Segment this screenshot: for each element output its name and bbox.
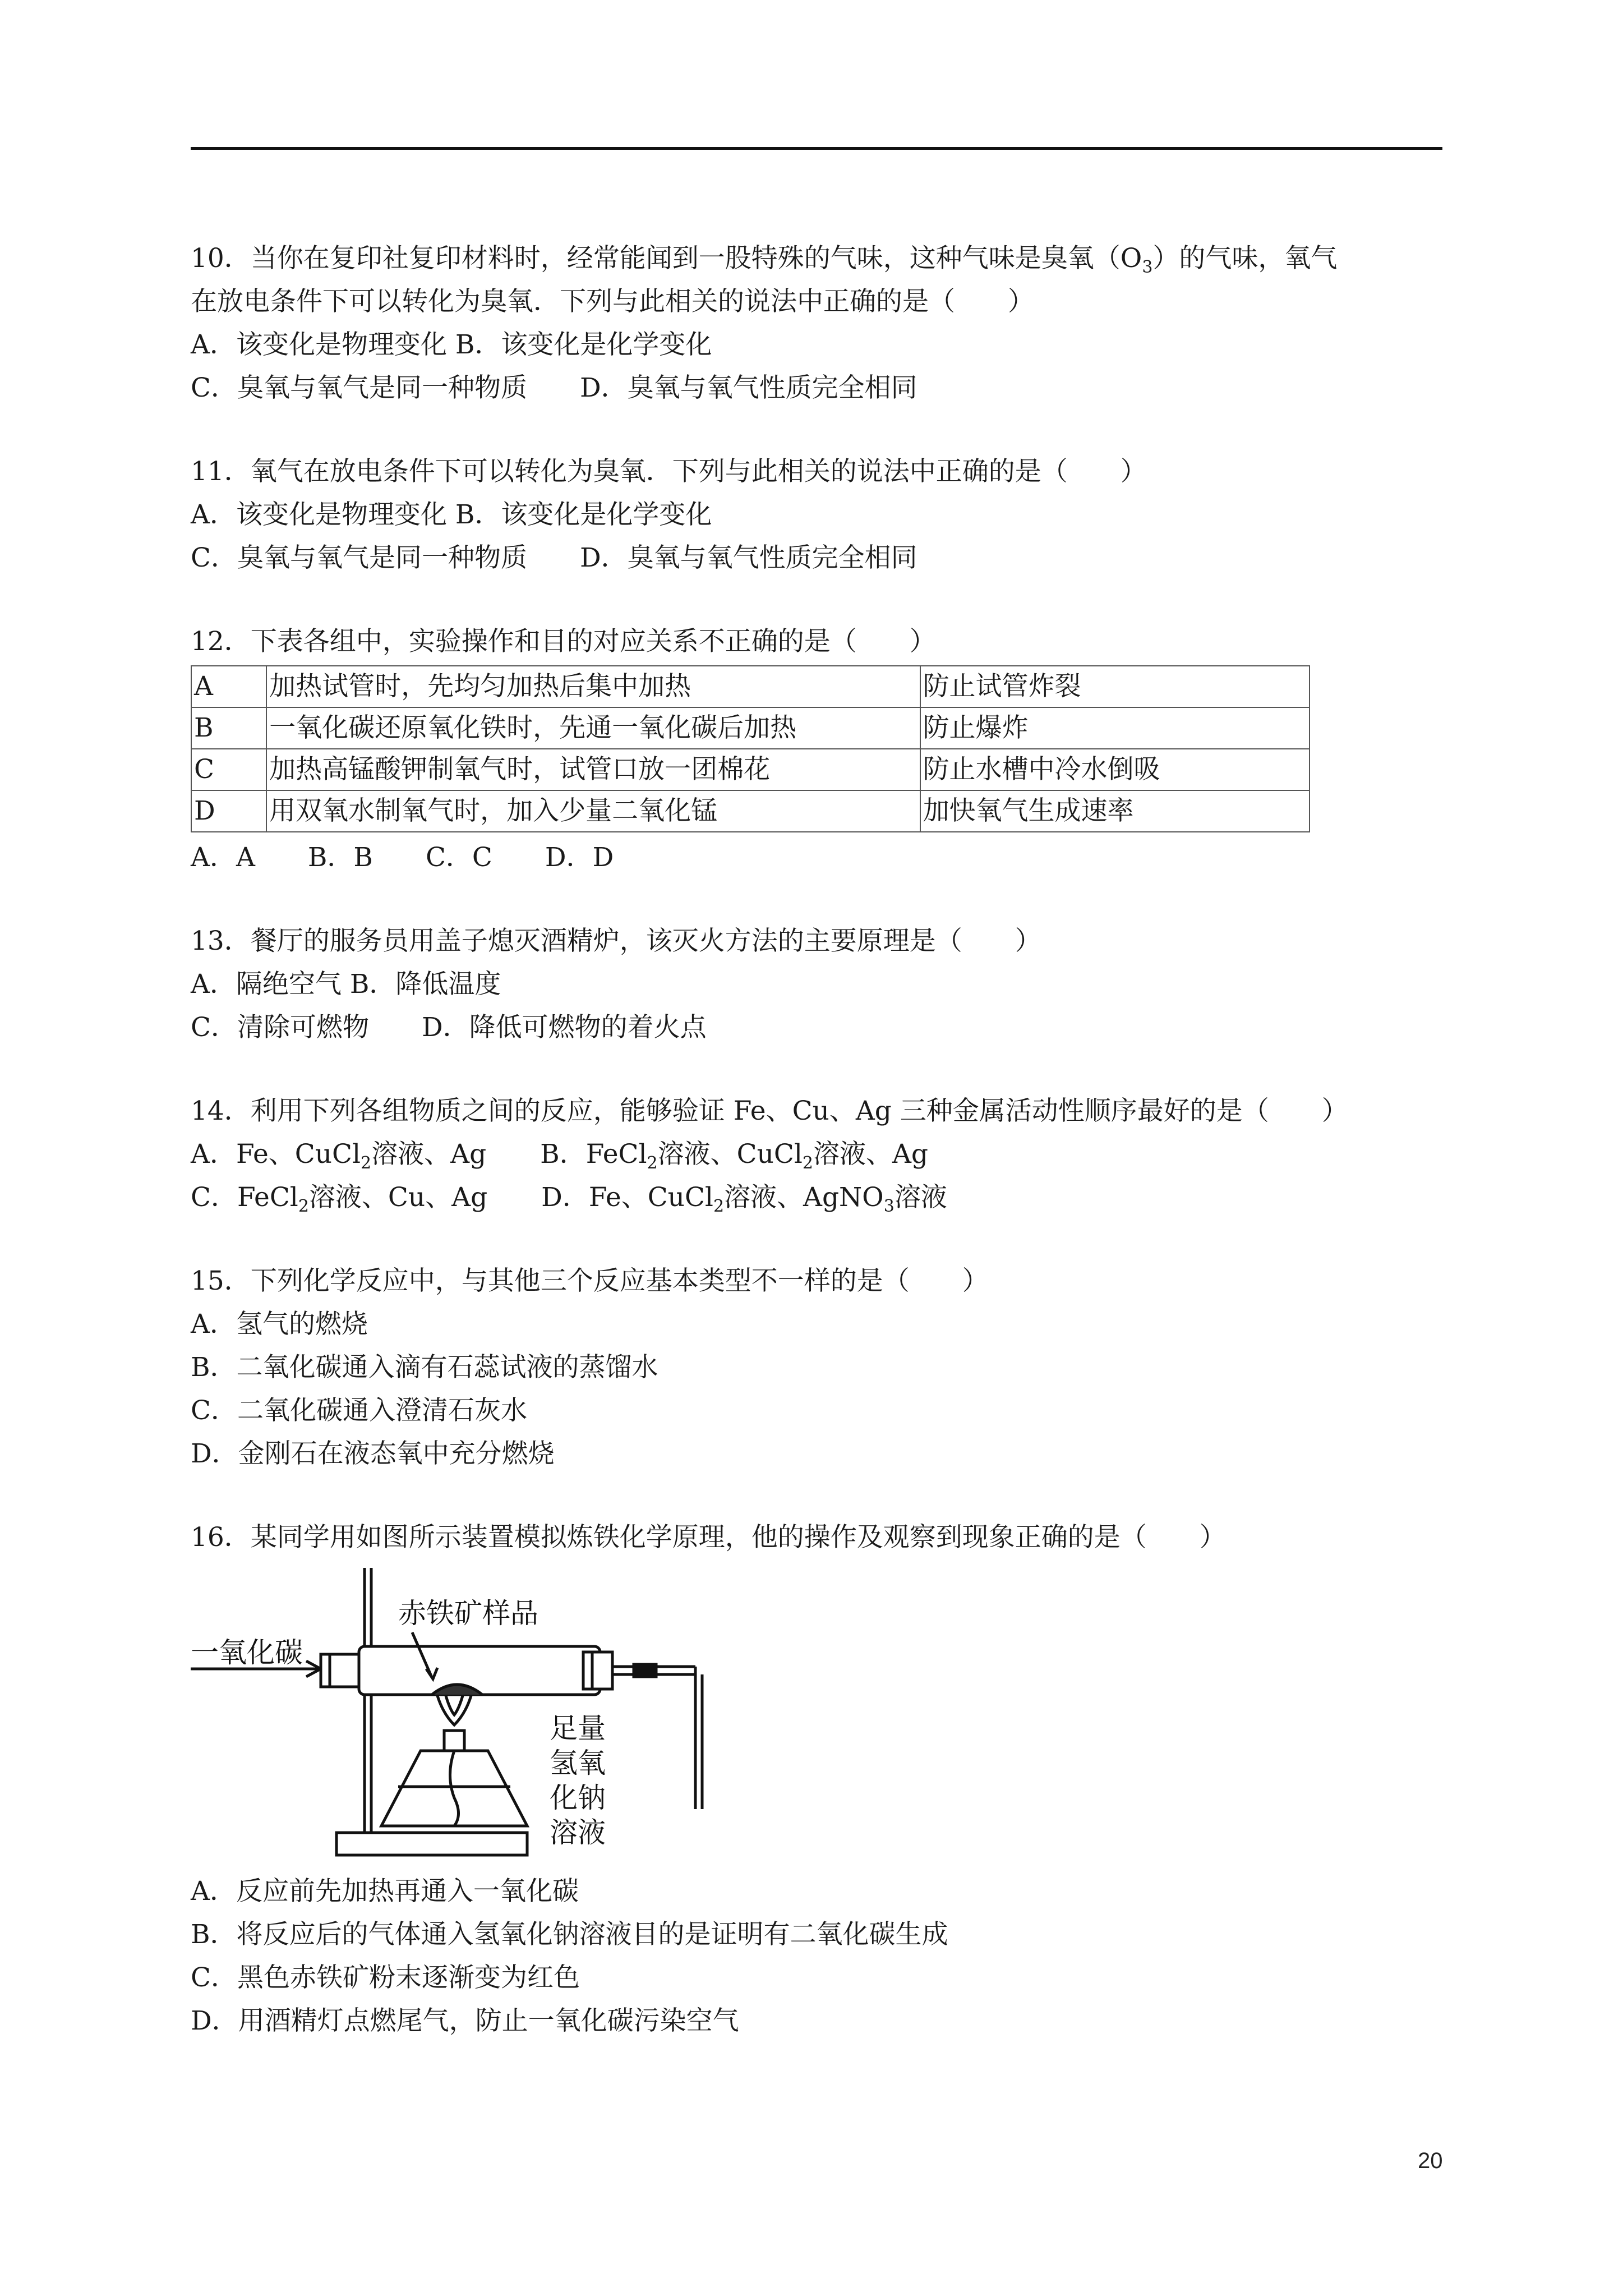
table-cell-operation: 用双氧水制氧气时，加入少量二氧化锰 [266, 790, 920, 832]
table-row [191, 707, 1310, 749]
question-13 [191, 919, 1447, 1049]
table-cell-operation: 加热试管时，先均匀加热后集中加热 [266, 666, 920, 707]
table-cell-purpose: 防止爆炸 [920, 707, 1310, 749]
question-12-stem: 12．下表各组中，实验操作和目的对应关系不正确的是（ ） [191, 626, 936, 657]
right-stopper [583, 1652, 612, 1689]
alcohol-lamp [381, 1751, 527, 1826]
table-cell-label: D [191, 790, 266, 832]
question-10-options-cd: C．臭氧与氧气是同一种物质 D．臭氧与氧气性质完全相同 [191, 372, 917, 403]
table-cell-operation: 一氧化碳还原氧化铁时，先通一氧化碳后加热 [266, 707, 920, 749]
option-a: A．Fe、CuCl$_2$溶液、Ag [191, 1139, 487, 1173]
question-16-option-a: A．反应前先加热再通入一氧化碳 [191, 1876, 579, 1907]
question-16-option-c: C．黑色赤铁矿粉末逐渐变为红色 [191, 1962, 580, 1993]
question-14-stem: 14．利用下列各组物质之间的反应，能够验证 Fe、Cu、Ag 三种金属活动性顺序最好的是（ ） [191, 1096, 1348, 1126]
left-stopper [321, 1654, 360, 1687]
label-solution-line4: 溶液 [550, 1816, 606, 1849]
question-11 [191, 450, 1447, 579]
table-cell-purpose: 防止试管炸裂 [920, 666, 1310, 707]
question-15 [191, 1259, 1447, 1475]
question-11-stem: 11．氧气在放电条件下可以转化为臭氧．下列与此相关的说法中正确的是（ ） [191, 456, 1147, 487]
question-10-stem-line2: 在放电条件下可以转化为臭氧．下列与此相关的说法中正确的是（ ） [191, 286, 1034, 317]
question-10-stem-line1: 10．当你在复印社复印材料时，经常能闻到一股特殊的气味，这种气味是臭氧$(O_3)$的气味，氧气 [191, 243, 1338, 277]
question-15-option-c: C．二氧化碳通入澄清石灰水 [191, 1395, 527, 1426]
iron-smelting-apparatus-figure [191, 1562, 751, 1865]
table-row [191, 666, 1310, 707]
question-10 [191, 237, 1447, 409]
question-13-stem: 13．餐厅的服务员用盖子熄灭酒精炉，该灭火方法的主要原理是（ ） [191, 926, 1041, 956]
question-14 [191, 1089, 1447, 1219]
question-15-stem: 15．下列化学反应中，与其他三个反应基本类型不一样的是（ ） [191, 1266, 989, 1296]
question-13-options-ab: A．隔绝空气 B．降低温度 [191, 969, 501, 1000]
burner-flame [437, 1696, 471, 1725]
header-rule [191, 147, 1442, 150]
question-11-options-cd: C．臭氧与氧气是同一种物质 D．臭氧与氧气性质完全相同 [191, 542, 917, 573]
question-15-option-d: D．金刚石在液态氧中充分燃烧 [191, 1438, 555, 1469]
table-cell-label: A [191, 666, 266, 707]
question-11-options-ab: A．该变化是物理变化 B．该变化是化学变化 [191, 499, 712, 530]
question-14-options-cd [191, 1176, 1447, 1219]
table-cell-purpose: 加快氧气生成速率 [920, 790, 1310, 832]
question-16-option-d: D．用酒精灯点燃尾气，防止一氧化碳污染空气 [191, 2005, 739, 2036]
label-solution-line2: 氢氧 [550, 1747, 606, 1779]
table-cell-label: C [191, 749, 266, 790]
question-15-option-b: B．二氧化碳通入滴有石蕊试液的蒸馏水 [191, 1352, 658, 1383]
label-solution-line3: 化钠 [550, 1782, 606, 1814]
question-list [191, 237, 1447, 2083]
question-14-options-ab [191, 1133, 1447, 1176]
table-row [191, 790, 1310, 832]
label-hematite-sample: 赤铁矿样品 [398, 1597, 538, 1630]
option-d: D．Fe、CuCl$_2$溶液、AgNO$_3$溶液 [541, 1182, 947, 1216]
table-cell-label: B [191, 707, 266, 749]
label-solution-line1: 足量 [550, 1712, 606, 1745]
question-12-table [191, 665, 1310, 832]
table-row [191, 749, 1310, 790]
question-16-option-b: B．将反应后的气体通入氢氧化钠溶液目的是证明有二氧化碳生成 [191, 1919, 948, 1950]
question-10-options-ab: A．该变化是物理变化 B．该变化是化学变化 [191, 329, 712, 360]
question-12-options: A．A B．B C．C D．D [191, 842, 614, 873]
glass-tube [359, 1646, 600, 1695]
question-13-options-cd: C．清除可燃物 D．降低可燃物的着火点 [191, 1012, 707, 1043]
table-cell-purpose: 防止水槽中冷水倒吸 [920, 749, 1310, 790]
question-15-option-a: A．氢气的燃烧 [191, 1309, 368, 1340]
page-number: 20 [1418, 2148, 1443, 2173]
option-c: C．FeCl$_2$溶液、Cu、Ag [191, 1182, 488, 1216]
option-b: B．FeCl$_2$溶液、CuCl$_2$溶液、Ag [540, 1139, 928, 1173]
question-12 [191, 620, 1447, 879]
question-16 [191, 1516, 1447, 2042]
question-16-stem: 16．某同学用如图所示装置模拟炼铁化学原理，他的操作及观察到现象正确的是（ ） [191, 1522, 1226, 1553]
stand-base [336, 1833, 527, 1855]
label-carbon-monoxide: 一氧化碳 [191, 1636, 303, 1669]
table-cell-operation: 加热高锰酸钾制氧气时，试管口放一团棉花 [266, 749, 920, 790]
